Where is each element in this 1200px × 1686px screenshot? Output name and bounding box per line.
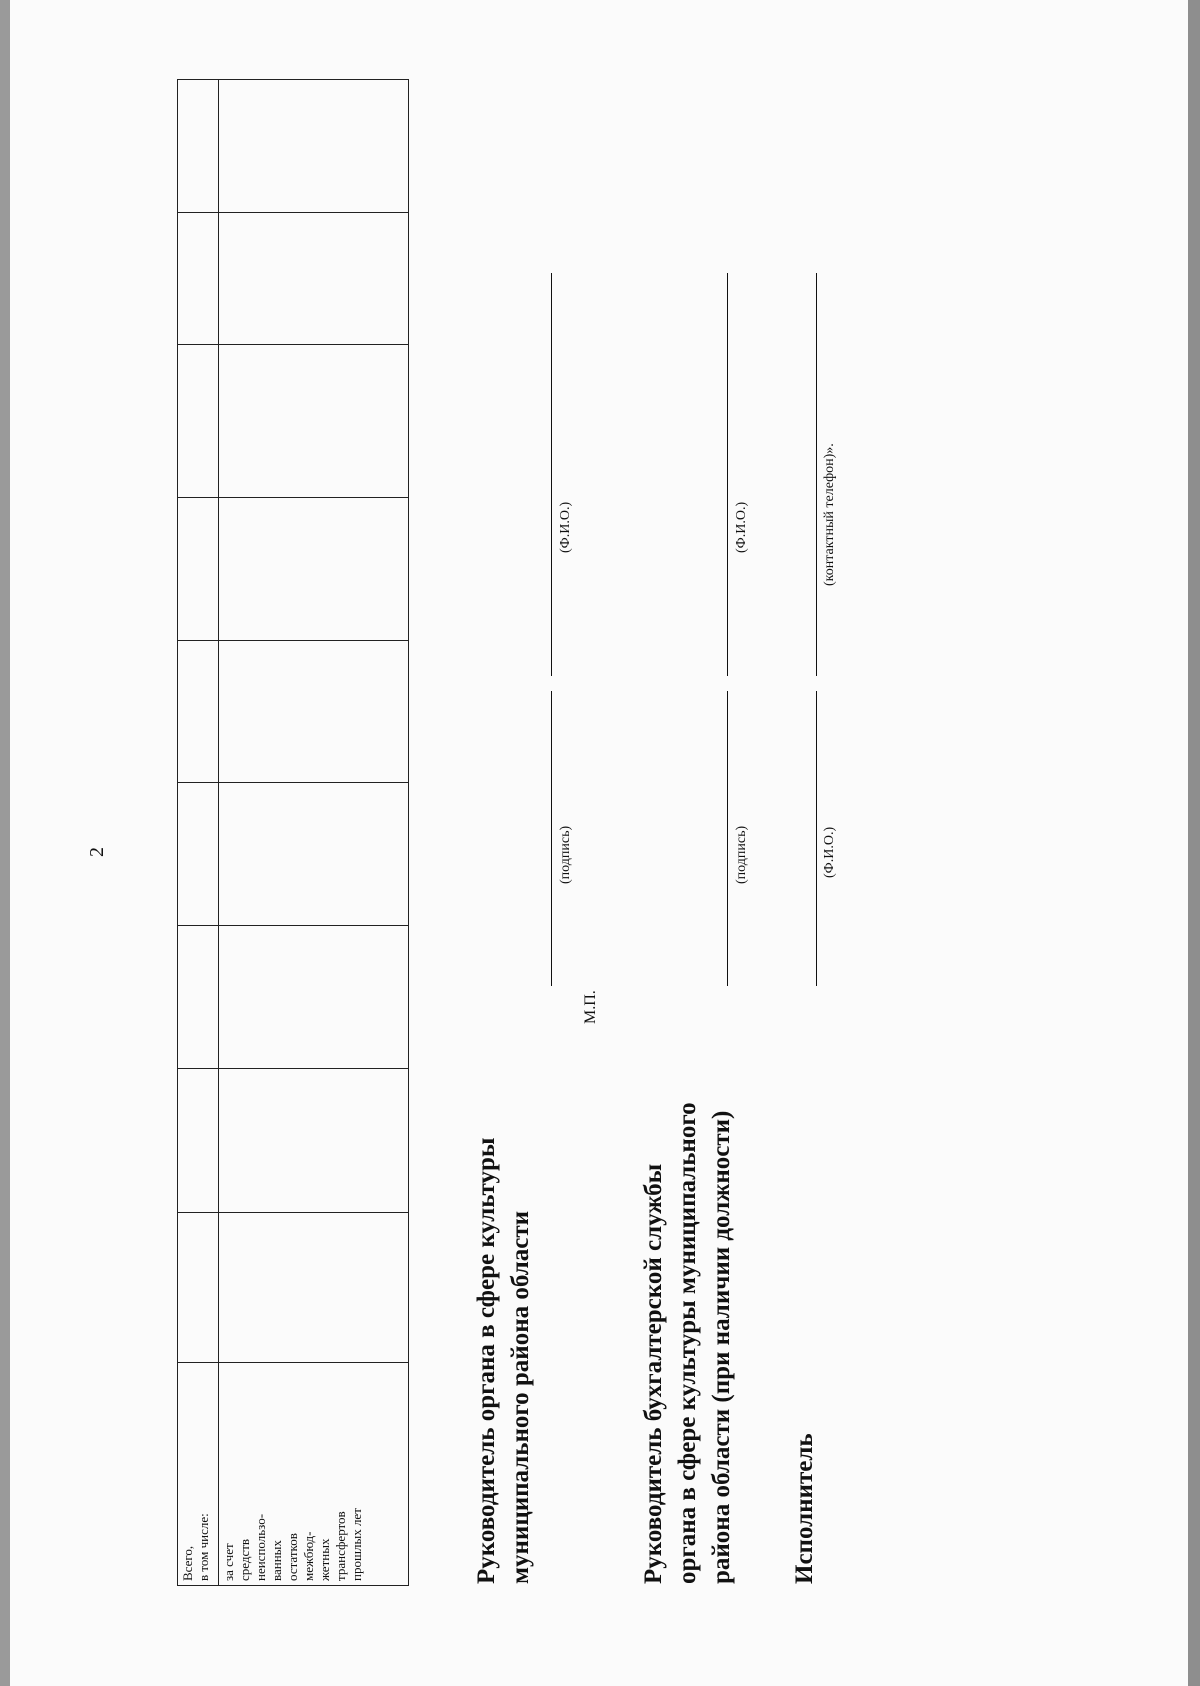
accountant-name-caption: (Ф.И.О.) xyxy=(734,501,749,553)
table-row-label xyxy=(219,1363,409,1586)
label-line: межбюд- xyxy=(301,1531,316,1581)
table-cell xyxy=(219,926,409,1069)
accountant-signature-line xyxy=(727,691,728,986)
executor-name-line xyxy=(816,691,817,986)
head-title-line: Руководитель органа в сфере культуры xyxy=(473,1137,500,1584)
executor-phone-line xyxy=(816,273,817,676)
table-cell xyxy=(219,345,409,498)
accountant-title xyxy=(637,1102,739,1584)
data-table xyxy=(177,79,409,1586)
head-sign-caption: (подпись) xyxy=(558,825,573,884)
label-line: в том числе: xyxy=(196,1513,211,1581)
table-cell xyxy=(178,498,219,641)
head-title xyxy=(470,1138,538,1584)
label-line: неиспользо- xyxy=(253,1513,268,1581)
table-row-label xyxy=(178,1363,219,1586)
label-line: средств xyxy=(237,1538,252,1581)
label-line: остатков xyxy=(285,1533,300,1581)
accountant-title-line: района области (при наличии должности) xyxy=(708,1110,735,1584)
head-name-caption: (Ф.И.О.) xyxy=(558,501,573,553)
head-title-line: муниципального района области xyxy=(507,1210,534,1584)
table-cell xyxy=(178,1069,219,1213)
label-line: ванных xyxy=(269,1540,284,1581)
table-cell xyxy=(219,641,409,783)
accountant-title-line: органа в сфере культуры муниципального xyxy=(674,1102,701,1584)
executor-name-caption: (Ф.И.О.) xyxy=(822,826,837,878)
table-cell xyxy=(178,1213,219,1363)
table-cell xyxy=(219,213,409,345)
accountant-sign-caption: (подпись) xyxy=(734,825,749,884)
label-line: Всего, xyxy=(180,1545,195,1581)
label-line: за счет xyxy=(221,1543,236,1581)
page-number: 2 xyxy=(86,847,108,857)
table-cell xyxy=(178,926,219,1069)
head-name-line xyxy=(551,273,552,676)
accountant-name-line xyxy=(727,273,728,676)
label-line: прошлых лет xyxy=(349,1508,364,1581)
table-cell xyxy=(219,1069,409,1213)
executor-title: Исполнитель xyxy=(791,1433,818,1584)
table-cell xyxy=(219,783,409,926)
table-cell xyxy=(178,213,219,345)
stamp-label: М.П. xyxy=(582,990,599,1024)
table-cell xyxy=(219,80,409,213)
table-row xyxy=(219,80,409,1586)
table-cell xyxy=(178,345,219,498)
label-line: жетных xyxy=(317,1538,332,1581)
table-cell xyxy=(178,641,219,783)
head-signature-line xyxy=(551,691,552,986)
label-line: трансфертов xyxy=(333,1511,348,1581)
table-cell xyxy=(178,783,219,926)
table-cell xyxy=(219,498,409,641)
accountant-title-line: Руководитель бухгалтерской службы xyxy=(640,1163,667,1584)
table-cell xyxy=(219,1213,409,1363)
executor-phone-caption: (контактный телефон)». xyxy=(822,443,837,586)
table-row xyxy=(178,80,219,1586)
table-cell xyxy=(178,80,219,213)
